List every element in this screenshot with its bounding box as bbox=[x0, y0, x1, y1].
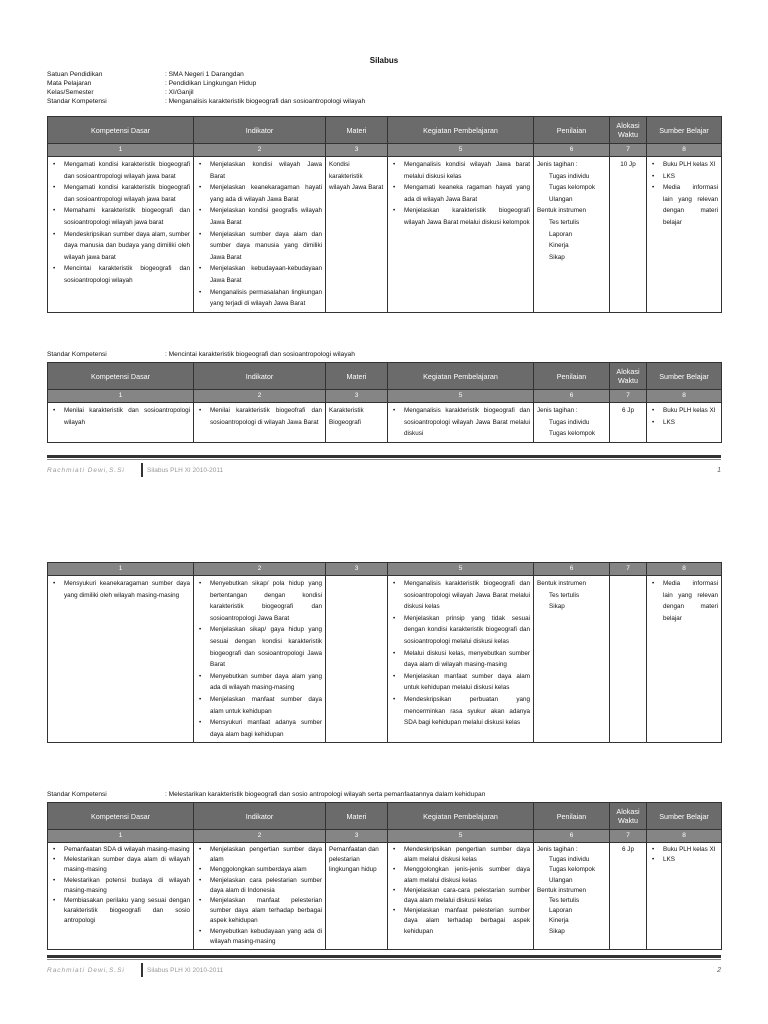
col-header-kegiatan: Kegiatan Pembelajaran bbox=[388, 803, 534, 830]
col-number: 7 bbox=[610, 390, 647, 403]
cell-materi: Karakteristik Biogeografi bbox=[326, 403, 388, 443]
footer-author: Rachmiati Dewi,S.Si bbox=[47, 466, 125, 474]
list-item: • Melestarikan sumber daya alam di wilayah masing-masing bbox=[51, 855, 190, 875]
cell-penilaian bbox=[534, 403, 610, 443]
indikator-list bbox=[197, 578, 322, 740]
col-number: 5 bbox=[388, 563, 534, 576]
list-item: • Mencintai karakteristik biogeografi dan sosioantropologi wilayah bbox=[51, 263, 190, 286]
list-item: • LKS bbox=[650, 171, 718, 183]
cell-sumber bbox=[647, 403, 722, 443]
cell-alokasi: 6 Jp bbox=[610, 403, 647, 443]
col-number: 3 bbox=[326, 563, 388, 576]
penilaian-item: Kinerja bbox=[549, 917, 569, 925]
list-item: • Menjelaskan kondisi wilayah Jawa Barat bbox=[197, 159, 322, 182]
list-item: • Menjelaskan manfaat sumber daya alam untuk kehidupan bbox=[197, 694, 322, 717]
meta-row-kelas bbox=[47, 88, 365, 97]
footer-doc-name: Silabus PLH XI 2010-2011 bbox=[147, 466, 224, 474]
indikator-list bbox=[197, 159, 322, 310]
sumber-list bbox=[650, 845, 718, 865]
list-item: • Menjelaskan manfaat pelesterian sumber daya alam terhadap berbagai aspek kehidupan bbox=[391, 906, 530, 937]
col-number: 6 bbox=[534, 144, 610, 157]
col-header-alokasi: Alokasi Waktu bbox=[610, 803, 647, 830]
table-row bbox=[48, 403, 722, 443]
list-item: • Menggolongkan jenis-jenis sumber daya alam melalui diskusi kelas bbox=[391, 865, 530, 885]
col-header-sumber: Sumber Belajar bbox=[647, 803, 722, 830]
cell-indikator bbox=[194, 843, 326, 950]
col-number: 2 bbox=[194, 830, 326, 843]
list-item: • Menyebutkan sikap/ pola hidup yang bertentangan dengan kondisi karakteristik biogeografi dan sosioantropologi Jawa Barat bbox=[197, 578, 322, 624]
penilaian-item: Jenis tagihan : bbox=[537, 407, 578, 414]
cell-kd bbox=[48, 157, 194, 313]
col-header-kd: Kompetensi Dasar bbox=[48, 117, 194, 144]
table-row bbox=[48, 157, 722, 313]
col-header-kegiatan: Kegiatan Pembelajaran bbox=[388, 363, 534, 390]
silabus-table-2 bbox=[47, 362, 722, 443]
meta-value: : Menganalisis karakteristik biogeografi dan sosioantropologi wilayah bbox=[165, 98, 366, 105]
penilaian-item: Bentuk instrumen bbox=[537, 580, 587, 587]
list-item: • Menjelaskan cara-cara pelestarian sumber daya alam melalui diskusi kelas bbox=[391, 886, 530, 906]
footer-separator bbox=[141, 963, 143, 977]
list-item: • Mengamati kondisi karakteristik biogeografi dan sosioantropologi wilayah jawa barat bbox=[51, 159, 190, 182]
list-item: • Menjelaskan keanekaragaman hayati yang ada di wilayah Jawa Barat bbox=[197, 182, 322, 205]
kegiatan-list bbox=[391, 845, 530, 937]
kegiatan-list bbox=[391, 405, 530, 440]
penilaian-list bbox=[537, 159, 606, 263]
col-header-penilaian: Penilaian bbox=[534, 117, 610, 144]
list-item: • Menilai karakteristik dan sosioantropologi wilayah bbox=[51, 405, 190, 428]
cell-materi: Kondisi karakteristik wilayah Jawa Barat bbox=[326, 157, 388, 313]
list-item: • Menyebutkan sumber daya alam yang ada di wilayah masing-masing bbox=[197, 671, 322, 694]
list-item: • Mensyukuri keanekaragaman sumber daya yang dimiliki oleh wilayah masing-masing bbox=[51, 578, 190, 601]
footer-rule bbox=[47, 455, 721, 460]
list-item: • Menjelaskan manfaat pelesterian sumber daya alam terhadap berbagai aspek kehidupan bbox=[197, 896, 322, 927]
list-item: • Mendeskripsikan sumber daya alam, sumber daya manusia dan budaya yang dimiliki oleh wilayah jawa barat bbox=[51, 229, 190, 264]
list-item: • Menjelaskan cara pelestarian sumber daya alam di Indonesia bbox=[197, 876, 322, 896]
sk-label: Standar Kompetensi bbox=[47, 351, 107, 358]
kd-list bbox=[51, 159, 190, 287]
cell-alokasi bbox=[610, 576, 647, 743]
cell-indikator bbox=[194, 157, 326, 313]
meta-row-sk bbox=[47, 97, 365, 106]
list-item: • Menggolongkan sumberdaya alam bbox=[197, 865, 322, 875]
list-item: • Menyebutkan kebudayaan yang ada di wilayah masing-masing bbox=[197, 927, 322, 947]
col-number: 2 bbox=[194, 390, 326, 403]
list-item: • Menjelaskan karakteristik biogeografi wilayah Jawa Barat melalui diskusi kelompok bbox=[391, 205, 530, 228]
penilaian-item: Tes tertulis bbox=[549, 591, 580, 599]
penilaian-item: Tugas individu bbox=[549, 172, 590, 180]
col-header-materi: Materi bbox=[326, 363, 388, 390]
penilaian-item: Ulangan bbox=[549, 195, 573, 203]
col-header-kd: Kompetensi Dasar bbox=[48, 363, 194, 390]
col-number: 8 bbox=[647, 830, 722, 843]
col-number: 5 bbox=[388, 830, 534, 843]
penilaian-item: Jenis tagihan : bbox=[537, 161, 578, 168]
cell-materi: Pemanfaatan dan pelestarian lingkungan hidup bbox=[326, 843, 388, 950]
meta-row-satuan bbox=[47, 70, 365, 79]
col-number: 8 bbox=[647, 144, 722, 157]
list-item: • Buku PLH kelas XI bbox=[650, 845, 718, 855]
penilaian-list bbox=[537, 405, 606, 440]
penilaian-item: Tugas individu bbox=[549, 418, 590, 426]
footer-author: Rachmiati Dewi,S.Si bbox=[47, 966, 125, 974]
page-number: 1 bbox=[717, 466, 721, 474]
cell-sumber bbox=[647, 843, 722, 950]
col-header-alokasi: Alokasi Waktu bbox=[610, 363, 647, 390]
sumber-list bbox=[650, 405, 718, 428]
kegiatan-list bbox=[391, 159, 530, 229]
sumber-list bbox=[650, 578, 718, 624]
penilaian-item: Tugas kelompok bbox=[549, 866, 595, 874]
cell-penilaian bbox=[534, 576, 610, 743]
meta-value: : SMA Negeri 1 Darangdan bbox=[165, 71, 244, 78]
col-header-sumber: Sumber Belajar bbox=[647, 363, 722, 390]
penilaian-item: Tugas kelompok bbox=[549, 430, 595, 438]
list-item: • LKS bbox=[650, 855, 718, 865]
list-item: • Buku PLH kelas XI bbox=[650, 159, 718, 171]
standar-kompetensi-3 bbox=[47, 791, 485, 798]
kd-list bbox=[51, 578, 190, 601]
silabus-table-1 bbox=[47, 116, 722, 313]
col-header-materi: Materi bbox=[326, 117, 388, 144]
penilaian-item: Sikap bbox=[549, 253, 565, 261]
penilaian-list bbox=[537, 845, 606, 937]
col-header-kegiatan: Kegiatan Pembelajaran bbox=[388, 117, 534, 144]
penilaian-item: Bentuk instrumen bbox=[537, 886, 587, 894]
penilaian-item: Tes tertulis bbox=[549, 218, 580, 226]
kd-list bbox=[51, 405, 190, 428]
col-number: 8 bbox=[647, 563, 722, 576]
list-item: • Menjelaskan manfaat sumber daya alam untuk kehidupan melalui diskusi kelas bbox=[391, 671, 530, 694]
footer-rule bbox=[47, 955, 721, 960]
col-number: 2 bbox=[194, 563, 326, 576]
penilaian-item: Bentuk instrumen bbox=[537, 207, 587, 215]
list-item: • Menjelaskan kebudayaan-kebudayaan Jawa Barat bbox=[197, 263, 322, 286]
document-title: Silabus bbox=[369, 56, 399, 65]
kegiatan-list bbox=[391, 578, 530, 729]
meta-value: : Pendidikan Lingkungan Hidup bbox=[165, 80, 257, 87]
cell-kd bbox=[48, 576, 194, 743]
sk-value: : Melestarikan karakteristik biogeografi dan sosio antropologi wilayah serta pemanfaatannya dalam kehidupan bbox=[165, 791, 486, 798]
col-number: 6 bbox=[534, 830, 610, 843]
col-header-penilaian: Penilaian bbox=[534, 363, 610, 390]
cell-materi bbox=[326, 576, 388, 743]
cell-penilaian bbox=[534, 157, 610, 313]
indikator-list bbox=[197, 405, 322, 428]
cell-alokasi: 10 Jp bbox=[610, 157, 647, 313]
col-number: 3 bbox=[326, 144, 388, 157]
list-item: • Menganalisis karakteristik biogeografi dan sosioantropologi wilayah Jawa Barat melalui diskusi kelas bbox=[391, 578, 530, 613]
list-item: • Menjelaskan prinsip yang tidak sesuai dengan kondisi karakteristik biogeografi dan sosioantropologi melalui diskusi kelas bbox=[391, 613, 530, 648]
list-item: • Menganalisis permasalahan lingkungan yang terjadi di wilayah Jawa Barat bbox=[197, 287, 322, 310]
penilaian-item: Laporan bbox=[549, 907, 573, 915]
col-number: 7 bbox=[610, 144, 647, 157]
silabus-table-4 bbox=[47, 802, 722, 950]
col-number: 7 bbox=[610, 563, 647, 576]
penilaian-list bbox=[537, 578, 606, 613]
col-header-indikator: Indikator bbox=[194, 117, 326, 144]
page-number: 2 bbox=[717, 966, 721, 974]
list-item: • Buku PLH kelas XI bbox=[650, 405, 718, 417]
penilaian-item: Jenis tagihan : bbox=[537, 846, 578, 853]
col-number: 1 bbox=[48, 563, 194, 576]
list-item: • Mensyukuri manfaat adanya sumber daya alam bagi kehidupan bbox=[197, 717, 322, 740]
list-item: • Melalui diskusi kelas, menyebutkan sumber daya alam di wilayah masing-masing bbox=[391, 648, 530, 671]
list-item: • Menilai karakteristik biogeofrafi dan sosioantropologi di wilayah Jawa Barat bbox=[197, 405, 322, 428]
cell-alokasi: 6 Jp bbox=[610, 843, 647, 950]
meta-label: Kelas/Semester bbox=[47, 89, 94, 96]
meta-value: : XI/Ganjil bbox=[165, 89, 194, 96]
list-item: • Mengamati kondisi karakteristik biogeografi dan sosioantropologi wilayah jawa barat bbox=[51, 182, 190, 205]
cell-indikator bbox=[194, 403, 326, 443]
list-item: • Mendeskripsikan pengertian sumber daya alam melalui diskusi kelas bbox=[391, 845, 530, 865]
list-item: • Menjelaskan sikap/ gaya hidup yang sesuai dengan kondisi karakteristik biogeografi dan sosioantropologi Jawa Barat bbox=[197, 624, 322, 670]
cell-kegiatan bbox=[388, 576, 534, 743]
col-number: 8 bbox=[647, 390, 722, 403]
col-header-sumber: Sumber Belajar bbox=[647, 117, 722, 144]
cell-sumber bbox=[647, 157, 722, 313]
footer-separator bbox=[141, 463, 143, 477]
standar-kompetensi-2 bbox=[47, 351, 355, 358]
sk-label: Standar Kompetensi bbox=[47, 791, 107, 798]
list-item: • Mendeskripsikan perbuatan yang mencerminkan rasa syukur akan adanya SDA bagi kehidupan melalui diskusi kelas bbox=[391, 694, 530, 729]
meta-label: Standar Kompetensi bbox=[47, 98, 107, 105]
list-item: • Menjelaskan kondisi geografis wilayah Jawa Barat bbox=[197, 205, 322, 228]
list-item: • Menganalisis karakteristik biogeografi dan sosioantropologi wilayah Jawa Barat melalui diskusi bbox=[391, 405, 530, 440]
cell-kd bbox=[48, 843, 194, 950]
table-row bbox=[48, 843, 722, 950]
col-header-kd: Kompetensi Dasar bbox=[48, 803, 194, 830]
penilaian-item: Sikap bbox=[549, 603, 565, 611]
col-header-penilaian: Penilaian bbox=[534, 803, 610, 830]
list-item: • Melestarikan potensi budaya di wilayah masing-masing bbox=[51, 876, 190, 896]
list-item: • Menganalisis kondisi wilayah Jawa barat melalui diskusi kelas bbox=[391, 159, 530, 182]
sk-value: : Mencintai karakteristik biogeografi dan sosioantropologi wilayah bbox=[165, 351, 355, 358]
silabus-table-3 bbox=[47, 562, 722, 743]
col-number: 3 bbox=[326, 390, 388, 403]
col-number: 6 bbox=[534, 390, 610, 403]
col-header-indikator: Indikator bbox=[194, 803, 326, 830]
list-item: • Media informasi lain yang relevan dengan materi belajar bbox=[650, 578, 718, 624]
list-item: • Menjelaskan pengertian sumber daya alam bbox=[197, 845, 322, 865]
table-row bbox=[48, 576, 722, 743]
col-number: 2 bbox=[194, 144, 326, 157]
document-meta bbox=[47, 70, 365, 106]
cell-penilaian bbox=[534, 843, 610, 950]
penilaian-item: Kinerja bbox=[549, 242, 569, 250]
cell-kegiatan bbox=[388, 843, 534, 950]
kd-list bbox=[51, 845, 190, 927]
list-item: • Pemanfaatan SDA di wilayah masing-masing bbox=[51, 845, 190, 855]
penilaian-item: Tugas individu bbox=[549, 856, 590, 864]
col-header-alokasi: Alokasi Waktu bbox=[610, 117, 647, 144]
col-header-materi: Materi bbox=[326, 803, 388, 830]
col-number: 7 bbox=[610, 830, 647, 843]
list-item: • Membiasakan perilaku yang sesuai dengan karakteristik biogeografi dan sosio antropologi bbox=[51, 896, 190, 927]
list-item: • Menjelaskan sumber daya alam dan sumber daya manusia yang dimiliki Jawa Barat bbox=[197, 229, 322, 264]
cell-kegiatan bbox=[388, 403, 534, 443]
col-number: 5 bbox=[388, 390, 534, 403]
cell-kd bbox=[48, 403, 194, 443]
page-footer-2 bbox=[47, 955, 721, 977]
list-item: • Media informasi lain yang relevan dengan materi belajar bbox=[650, 182, 718, 228]
meta-label: Satuan Pendidikan bbox=[47, 71, 103, 78]
penilaian-item: Sikap bbox=[549, 927, 565, 935]
penilaian-item: Tes tertulis bbox=[549, 897, 580, 905]
penilaian-item: Ulangan bbox=[549, 876, 573, 884]
footer-doc-name: Silabus PLH XI 2010-2011 bbox=[147, 966, 224, 974]
cell-indikator bbox=[194, 576, 326, 743]
sumber-list bbox=[650, 159, 718, 229]
indikator-list bbox=[197, 845, 322, 947]
list-item: • Memahami karakteristik biogeografi dan sosioantropologi wilayah jawa barat bbox=[51, 205, 190, 228]
page-footer-1 bbox=[47, 455, 721, 477]
penilaian-item: Tugas kelompok bbox=[549, 184, 595, 192]
col-number: 1 bbox=[48, 390, 194, 403]
col-number: 1 bbox=[48, 830, 194, 843]
meta-row-mapel bbox=[47, 79, 365, 88]
col-number: 3 bbox=[326, 830, 388, 843]
meta-label: Mata Pelajaran bbox=[47, 80, 92, 87]
list-item: • Mengamati keaneka ragaman hayati yang ada di wilayah Jawa Barat bbox=[391, 182, 530, 205]
col-number: 1 bbox=[48, 144, 194, 157]
cell-sumber bbox=[647, 576, 722, 743]
col-number: 6 bbox=[534, 563, 610, 576]
col-number: 5 bbox=[388, 144, 534, 157]
list-item: • LKS bbox=[650, 417, 718, 429]
penilaian-item: Laporan bbox=[549, 230, 573, 238]
col-header-indikator: Indikator bbox=[194, 363, 326, 390]
cell-kegiatan bbox=[388, 157, 534, 313]
